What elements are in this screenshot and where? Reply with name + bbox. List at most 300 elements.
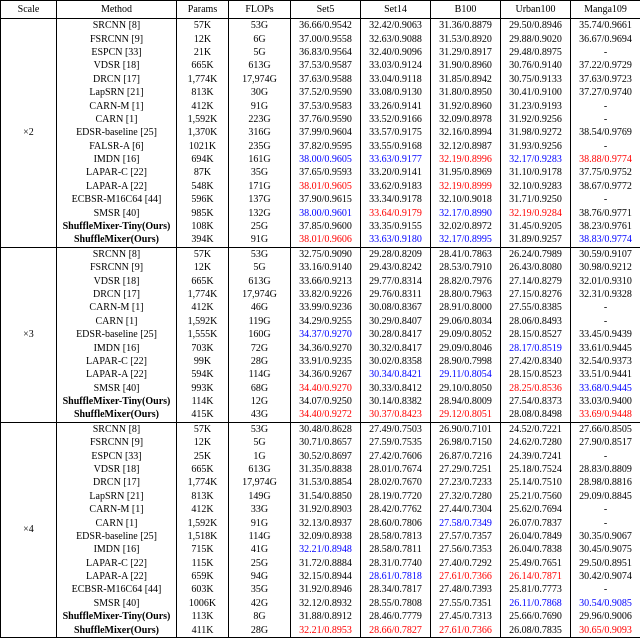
table-row bbox=[1, 422, 640, 436]
result-cell-urban100: 25.14/0.7510 bbox=[501, 476, 571, 489]
result-cell-b100: 27.56/0.7353 bbox=[431, 543, 501, 556]
scale-label: ×4 bbox=[1, 422, 57, 637]
result-cell-set14: 28.66/0.7827 bbox=[361, 623, 431, 637]
result-cell-set14: 29.77/0.8314 bbox=[361, 274, 431, 287]
result-cell-manga109: - bbox=[571, 193, 640, 206]
result-cell-set5: 34.36/0.9270 bbox=[291, 341, 361, 354]
method-cell: CARN [1] bbox=[57, 113, 177, 126]
params-cell: 57K bbox=[177, 247, 229, 261]
method-cell: ShuffleMixer-Tiny(Ours) bbox=[57, 610, 177, 623]
result-cell-urban100: 31.92/0.9256 bbox=[501, 113, 571, 126]
result-cell-b100: 32.17/0.8995 bbox=[431, 233, 501, 247]
flops-cell: 160G bbox=[229, 328, 291, 341]
result-cell-b100: 32.19/0.8996 bbox=[431, 153, 501, 166]
result-cell-urban100: 26.08/0.7835 bbox=[501, 623, 571, 637]
result-cell-set5: 36.83/0.9564 bbox=[291, 46, 361, 59]
method-cell: SMSR [40] bbox=[57, 206, 177, 219]
result-cell-manga109: 29.96/0.9006 bbox=[571, 610, 640, 623]
result-cell-set14: 30.14/0.8382 bbox=[361, 395, 431, 408]
result-cell-urban100: 30.75/0.9133 bbox=[501, 73, 571, 86]
result-cell-b100: 32.10/0.9018 bbox=[431, 193, 501, 206]
result-cell-set5: 31.92/0.8946 bbox=[291, 583, 361, 596]
result-cell-urban100: 32.19/0.9284 bbox=[501, 206, 571, 219]
result-cell-urban100: 26.04/0.7849 bbox=[501, 530, 571, 543]
result-cell-set5: 37.00/0.9558 bbox=[291, 32, 361, 45]
result-cell-set14: 28.46/0.7779 bbox=[361, 610, 431, 623]
flops-cell: 5G bbox=[229, 46, 291, 59]
result-cell-set14: 28.61/0.7818 bbox=[361, 570, 431, 583]
result-cell-b100: 27.23/0.7233 bbox=[431, 476, 501, 489]
result-cell-manga109: 28.98/0.8816 bbox=[571, 476, 640, 489]
result-cell-b100: 26.98/0.7150 bbox=[431, 436, 501, 449]
result-cell-urban100: 26.43/0.8080 bbox=[501, 261, 571, 274]
result-cell-urban100: 26.04/0.7838 bbox=[501, 543, 571, 556]
table-row bbox=[1, 59, 640, 72]
method-cell: LapSRN [21] bbox=[57, 490, 177, 503]
result-cell-set5: 31.53/0.8854 bbox=[291, 476, 361, 489]
table-row bbox=[1, 220, 640, 233]
result-cell-set5: 38.00/0.9601 bbox=[291, 206, 361, 219]
table-row bbox=[1, 73, 640, 86]
result-cell-set5: 37.90/0.9615 bbox=[291, 193, 361, 206]
table-row bbox=[1, 206, 640, 219]
result-cell-set14: 33.34/0.9178 bbox=[361, 193, 431, 206]
method-cell: ShuffleMixer-Tiny(Ours) bbox=[57, 395, 177, 408]
table-row bbox=[1, 328, 640, 341]
result-cell-urban100: 29.88/0.9020 bbox=[501, 32, 571, 45]
table-row bbox=[1, 355, 640, 368]
result-cell-set14: 30.37/0.8423 bbox=[361, 408, 431, 422]
method-cell: LAPAR-C [22] bbox=[57, 355, 177, 368]
result-cell-manga109: 30.54/0.9085 bbox=[571, 597, 640, 610]
result-cell-urban100: 26.11/0.7868 bbox=[501, 597, 571, 610]
result-cell-set5: 31.88/0.8912 bbox=[291, 610, 361, 623]
method-cell: VDSR [18] bbox=[57, 274, 177, 287]
flops-cell: 35G bbox=[229, 166, 291, 179]
result-cell-manga109: 33.69/0.9448 bbox=[571, 408, 640, 422]
result-cell-b100: 27.58/0.7349 bbox=[431, 516, 501, 529]
method-cell: LAPAR-A [22] bbox=[57, 368, 177, 381]
result-cell-manga109: 30.98/0.9212 bbox=[571, 261, 640, 274]
result-cell-b100: 27.48/0.7393 bbox=[431, 583, 501, 596]
column-header-manga109: Manga109 bbox=[571, 1, 640, 19]
result-cell-urban100: 25.66/0.7690 bbox=[501, 610, 571, 623]
result-cell-set14: 28.58/0.7813 bbox=[361, 530, 431, 543]
flops-cell: 6G bbox=[229, 32, 291, 45]
flops-cell: 91G bbox=[229, 99, 291, 112]
flops-cell: 25G bbox=[229, 557, 291, 570]
result-cell-urban100: 24.52/0.7221 bbox=[501, 422, 571, 436]
result-cell-manga109: 30.42/0.9074 bbox=[571, 570, 640, 583]
result-cell-set14: 33.04/0.9118 bbox=[361, 73, 431, 86]
result-cell-manga109: 38.23/0.9761 bbox=[571, 220, 640, 233]
method-cell: FSRCNN [9] bbox=[57, 32, 177, 45]
result-cell-manga109: - bbox=[571, 301, 640, 314]
params-cell: 415K bbox=[177, 408, 229, 422]
params-cell: 703K bbox=[177, 341, 229, 354]
column-header-urban100: Urban100 bbox=[501, 1, 571, 19]
params-cell: 813K bbox=[177, 490, 229, 503]
flops-cell: 72G bbox=[229, 341, 291, 354]
flops-cell: 171G bbox=[229, 180, 291, 193]
result-cell-set14: 30.08/0.8367 bbox=[361, 301, 431, 314]
result-cell-b100: 27.55/0.7351 bbox=[431, 597, 501, 610]
result-cell-set14: 28.55/0.7808 bbox=[361, 597, 431, 610]
flops-cell: 43G bbox=[229, 408, 291, 422]
table-row bbox=[1, 247, 640, 261]
result-cell-manga109: 38.54/0.9769 bbox=[571, 126, 640, 139]
table-body bbox=[1, 19, 640, 638]
params-cell: 412K bbox=[177, 301, 229, 314]
params-cell: 1,555K bbox=[177, 328, 229, 341]
table-row bbox=[1, 99, 640, 112]
result-cell-manga109: 33.45/0.9439 bbox=[571, 328, 640, 341]
table-row bbox=[1, 288, 640, 301]
result-cell-manga109: - bbox=[571, 450, 640, 463]
result-cell-set14: 33.26/0.9141 bbox=[361, 99, 431, 112]
table-row bbox=[1, 381, 640, 394]
result-cell-b100: 31.53/0.8920 bbox=[431, 32, 501, 45]
result-cell-set5: 33.16/0.9140 bbox=[291, 261, 361, 274]
result-cell-urban100: 31.45/0.9205 bbox=[501, 220, 571, 233]
result-cell-set5: 34.37/0.9270 bbox=[291, 328, 361, 341]
result-cell-set5: 38.00/0.9605 bbox=[291, 153, 361, 166]
result-cell-manga109: 27.90/0.8517 bbox=[571, 436, 640, 449]
result-cell-b100: 32.02/0.8972 bbox=[431, 220, 501, 233]
result-cell-b100: 31.90/0.8960 bbox=[431, 59, 501, 72]
table-row bbox=[1, 368, 640, 381]
result-cell-set5: 30.71/0.8657 bbox=[291, 436, 361, 449]
params-cell: 665K bbox=[177, 274, 229, 287]
result-cell-urban100: 25.62/0.7694 bbox=[501, 503, 571, 516]
flops-cell: 5G bbox=[229, 436, 291, 449]
result-cell-set5: 34.07/0.9250 bbox=[291, 395, 361, 408]
result-cell-set14: 30.28/0.8417 bbox=[361, 328, 431, 341]
method-cell: DRCN [17] bbox=[57, 476, 177, 489]
result-cell-set14: 32.40/0.9096 bbox=[361, 46, 431, 59]
result-cell-b100: 27.32/0.7280 bbox=[431, 490, 501, 503]
table-row bbox=[1, 623, 640, 637]
params-cell: 659K bbox=[177, 570, 229, 583]
method-cell: ShuffleMixer(Ours) bbox=[57, 408, 177, 422]
result-cell-manga109: 29.09/0.8845 bbox=[571, 490, 640, 503]
result-cell-manga109: 38.67/0.9772 bbox=[571, 180, 640, 193]
result-cell-manga109: - bbox=[571, 315, 640, 328]
table-row bbox=[1, 153, 640, 166]
flops-cell: 132G bbox=[229, 206, 291, 219]
result-cell-manga109: 28.83/0.8809 bbox=[571, 463, 640, 476]
flops-cell: 613G bbox=[229, 274, 291, 287]
result-cell-manga109: 37.22/0.9729 bbox=[571, 59, 640, 72]
result-cell-set5: 37.53/0.9587 bbox=[291, 59, 361, 72]
table-row bbox=[1, 543, 640, 556]
result-cell-set5: 32.09/0.8938 bbox=[291, 530, 361, 543]
result-cell-manga109: - bbox=[571, 503, 640, 516]
flops-cell: 33G bbox=[229, 503, 291, 516]
flops-cell: 161G bbox=[229, 153, 291, 166]
params-cell: 985K bbox=[177, 206, 229, 219]
result-cell-b100: 32.09/0.8978 bbox=[431, 113, 501, 126]
result-cell-urban100: 28.25/0.8536 bbox=[501, 381, 571, 394]
result-cell-set14: 33.03/0.9124 bbox=[361, 59, 431, 72]
flops-cell: 223G bbox=[229, 113, 291, 126]
result-cell-set5: 32.12/0.8932 bbox=[291, 597, 361, 610]
method-cell: SRCNN [8] bbox=[57, 422, 177, 436]
result-cell-manga109: 38.88/0.9774 bbox=[571, 153, 640, 166]
method-cell: FALSR-A [6] bbox=[57, 139, 177, 152]
table-row bbox=[1, 341, 640, 354]
result-cell-b100: 28.91/0.8000 bbox=[431, 301, 501, 314]
table-row bbox=[1, 557, 640, 570]
params-cell: 1,774K bbox=[177, 288, 229, 301]
result-cell-b100: 32.17/0.8990 bbox=[431, 206, 501, 219]
params-cell: 715K bbox=[177, 543, 229, 556]
result-cell-set14: 28.01/0.7674 bbox=[361, 463, 431, 476]
result-cell-manga109: - bbox=[571, 139, 640, 152]
flops-cell: 114G bbox=[229, 368, 291, 381]
params-cell: 12K bbox=[177, 436, 229, 449]
flops-cell: 91G bbox=[229, 516, 291, 529]
method-cell: CARN-M [1] bbox=[57, 301, 177, 314]
method-cell: LAPAR-C [22] bbox=[57, 166, 177, 179]
result-cell-set14: 27.49/0.7503 bbox=[361, 422, 431, 436]
params-cell: 1,592K bbox=[177, 516, 229, 529]
params-cell: 1021K bbox=[177, 139, 229, 152]
table-row bbox=[1, 274, 640, 287]
result-cell-set14: 30.33/0.8412 bbox=[361, 381, 431, 394]
flops-cell: 30G bbox=[229, 86, 291, 99]
result-cell-urban100: 26.07/0.7837 bbox=[501, 516, 571, 529]
result-cell-urban100: 26.14/0.7871 bbox=[501, 570, 571, 583]
table-row bbox=[1, 139, 640, 152]
result-cell-urban100: 30.41/0.9100 bbox=[501, 86, 571, 99]
result-cell-manga109: 33.61/0.9445 bbox=[571, 341, 640, 354]
params-cell: 411K bbox=[177, 623, 229, 637]
table-row bbox=[1, 233, 640, 247]
result-cell-b100: 28.94/0.8009 bbox=[431, 395, 501, 408]
method-cell: SRCNN [8] bbox=[57, 247, 177, 261]
result-cell-manga109: 30.59/0.9107 bbox=[571, 247, 640, 261]
flops-cell: 119G bbox=[229, 315, 291, 328]
result-cell-urban100: 25.81/0.7773 bbox=[501, 583, 571, 596]
flops-cell: 41G bbox=[229, 543, 291, 556]
result-cell-set5: 37.76/0.9590 bbox=[291, 113, 361, 126]
table-row bbox=[1, 315, 640, 328]
result-cell-b100: 26.90/0.7101 bbox=[431, 422, 501, 436]
table-row bbox=[1, 301, 640, 314]
result-cell-set5: 34.40/0.9270 bbox=[291, 381, 361, 394]
result-cell-urban100: 28.15/0.8523 bbox=[501, 368, 571, 381]
result-cell-urban100: 29.48/0.8975 bbox=[501, 46, 571, 59]
result-cell-urban100: 31.93/0.9256 bbox=[501, 139, 571, 152]
result-cell-set5: 37.85/0.9600 bbox=[291, 220, 361, 233]
method-cell: ECBSR-M16C64 [44] bbox=[57, 193, 177, 206]
flops-cell: 28G bbox=[229, 623, 291, 637]
result-cell-set14: 29.76/0.8311 bbox=[361, 288, 431, 301]
flops-cell: 12G bbox=[229, 395, 291, 408]
method-cell: ShuffleMixer(Ours) bbox=[57, 623, 177, 637]
method-cell: EDSR-baseline [25] bbox=[57, 328, 177, 341]
result-cell-set5: 31.54/0.8850 bbox=[291, 490, 361, 503]
result-cell-manga109: - bbox=[571, 516, 640, 529]
result-cell-manga109: 30.65/0.9093 bbox=[571, 623, 640, 637]
result-cell-manga109: 33.51/0.9441 bbox=[571, 368, 640, 381]
result-cell-b100: 28.90/0.7998 bbox=[431, 355, 501, 368]
result-cell-b100: 28.82/0.7976 bbox=[431, 274, 501, 287]
result-cell-set14: 30.34/0.8421 bbox=[361, 368, 431, 381]
method-cell: VDSR [18] bbox=[57, 59, 177, 72]
params-cell: 57K bbox=[177, 19, 229, 33]
params-cell: 694K bbox=[177, 153, 229, 166]
result-cell-manga109: 38.76/0.9771 bbox=[571, 206, 640, 219]
method-cell: VDSR [18] bbox=[57, 463, 177, 476]
method-cell: ShuffleMixer-Tiny(Ours) bbox=[57, 220, 177, 233]
flops-cell: 149G bbox=[229, 490, 291, 503]
result-cell-manga109: 37.63/0.9723 bbox=[571, 73, 640, 86]
flops-cell: 25G bbox=[229, 220, 291, 233]
result-cell-set5: 38.01/0.9605 bbox=[291, 180, 361, 193]
params-cell: 596K bbox=[177, 193, 229, 206]
result-cell-manga109: 36.67/0.9694 bbox=[571, 32, 640, 45]
method-cell: ESPCN [33] bbox=[57, 450, 177, 463]
result-cell-set5: 31.72/0.8884 bbox=[291, 557, 361, 570]
method-cell: LAPAR-A [22] bbox=[57, 570, 177, 583]
result-cell-set5: 36.66/0.9542 bbox=[291, 19, 361, 33]
params-cell: 1,370K bbox=[177, 126, 229, 139]
result-cell-set14: 28.58/0.7811 bbox=[361, 543, 431, 556]
flops-cell: 5G bbox=[229, 261, 291, 274]
params-cell: 115K bbox=[177, 557, 229, 570]
result-cell-manga109: 30.45/0.9075 bbox=[571, 543, 640, 556]
flops-cell: 8G bbox=[229, 610, 291, 623]
table-row bbox=[1, 530, 640, 543]
flops-cell: 68G bbox=[229, 381, 291, 394]
result-cell-set5: 32.21/0.8953 bbox=[291, 623, 361, 637]
method-cell: IMDN [16] bbox=[57, 543, 177, 556]
params-cell: 665K bbox=[177, 59, 229, 72]
result-cell-manga109: 32.31/0.9328 bbox=[571, 288, 640, 301]
result-cell-b100: 27.44/0.7304 bbox=[431, 503, 501, 516]
method-cell: LAPAR-A [22] bbox=[57, 180, 177, 193]
result-cell-set14: 28.60/0.7806 bbox=[361, 516, 431, 529]
result-cell-manga109: - bbox=[571, 583, 640, 596]
result-cell-urban100: 27.42/0.8340 bbox=[501, 355, 571, 368]
result-cell-set5: 37.63/0.9588 bbox=[291, 73, 361, 86]
column-header-set5: Set5 bbox=[291, 1, 361, 19]
method-cell: FSRCNN [9] bbox=[57, 436, 177, 449]
result-cell-set5: 32.13/0.8937 bbox=[291, 516, 361, 529]
result-cell-manga109: 37.27/0.9740 bbox=[571, 86, 640, 99]
result-cell-set5: 31.35/0.8838 bbox=[291, 463, 361, 476]
method-cell: ECBSR-M16C64 [44] bbox=[57, 583, 177, 596]
table-row bbox=[1, 490, 640, 503]
result-cell-set5: 37.65/0.9593 bbox=[291, 166, 361, 179]
flops-cell: 613G bbox=[229, 59, 291, 72]
result-cell-urban100: 28.08/0.8498 bbox=[501, 408, 571, 422]
result-cell-urban100: 32.17/0.9283 bbox=[501, 153, 571, 166]
result-cell-set5: 34.29/0.9255 bbox=[291, 315, 361, 328]
table-row bbox=[1, 193, 640, 206]
result-cell-b100: 31.36/0.8879 bbox=[431, 19, 501, 33]
result-cell-b100: 31.80/0.8950 bbox=[431, 86, 501, 99]
flops-cell: 17,974G bbox=[229, 288, 291, 301]
result-cell-b100: 31.85/0.8942 bbox=[431, 73, 501, 86]
result-cell-urban100: 24.62/0.7280 bbox=[501, 436, 571, 449]
result-cell-set5: 37.99/0.9604 bbox=[291, 126, 361, 139]
result-cell-b100: 32.16/0.8994 bbox=[431, 126, 501, 139]
flops-cell: 1G bbox=[229, 450, 291, 463]
flops-cell: 53G bbox=[229, 247, 291, 261]
result-cell-set5: 33.82/0.9226 bbox=[291, 288, 361, 301]
result-cell-b100: 27.40/0.7292 bbox=[431, 557, 501, 570]
method-cell: SMSR [40] bbox=[57, 381, 177, 394]
result-cell-b100: 27.45/0.7313 bbox=[431, 610, 501, 623]
result-cell-manga109: - bbox=[571, 46, 640, 59]
method-cell: FSRCNN [9] bbox=[57, 261, 177, 274]
params-cell: 412K bbox=[177, 99, 229, 112]
result-cell-set14: 33.64/0.9179 bbox=[361, 206, 431, 219]
method-cell: CARN-M [1] bbox=[57, 503, 177, 516]
result-cell-set14: 33.52/0.9166 bbox=[361, 113, 431, 126]
result-cell-set14: 32.63/0.9088 bbox=[361, 32, 431, 45]
result-cell-set5: 37.52/0.9590 bbox=[291, 86, 361, 99]
result-cell-urban100: 31.71/0.9250 bbox=[501, 193, 571, 206]
params-cell: 57K bbox=[177, 422, 229, 436]
table-row bbox=[1, 113, 640, 126]
table-row bbox=[1, 610, 640, 623]
result-cell-set14: 33.62/0.9183 bbox=[361, 180, 431, 193]
method-cell: CARN [1] bbox=[57, 516, 177, 529]
result-cell-set5: 37.53/0.9583 bbox=[291, 99, 361, 112]
result-cell-b100: 27.29/0.7251 bbox=[431, 463, 501, 476]
result-cell-set14: 28.42/0.7762 bbox=[361, 503, 431, 516]
result-cell-set14: 33.35/0.9155 bbox=[361, 220, 431, 233]
method-cell: IMDN [16] bbox=[57, 341, 177, 354]
result-cell-urban100: 24.39/0.7241 bbox=[501, 450, 571, 463]
result-cell-manga109: 29.50/0.8951 bbox=[571, 557, 640, 570]
result-cell-set5: 34.40/0.9272 bbox=[291, 408, 361, 422]
flops-cell: 316G bbox=[229, 126, 291, 139]
result-cell-manga109: 35.74/0.9661 bbox=[571, 19, 640, 33]
params-cell: 108K bbox=[177, 220, 229, 233]
method-cell: SRCNN [8] bbox=[57, 19, 177, 33]
result-cell-urban100: 28.17/0.8519 bbox=[501, 341, 571, 354]
result-cell-set5: 37.82/0.9595 bbox=[291, 139, 361, 152]
result-cell-urban100: 27.55/0.8385 bbox=[501, 301, 571, 314]
result-cell-urban100: 26.24/0.7989 bbox=[501, 247, 571, 261]
flops-cell: 28G bbox=[229, 355, 291, 368]
flops-cell: 114G bbox=[229, 530, 291, 543]
params-cell: 603K bbox=[177, 583, 229, 596]
result-cell-set14: 28.02/0.7670 bbox=[361, 476, 431, 489]
table-row bbox=[1, 395, 640, 408]
method-cell: EDSR-baseline [25] bbox=[57, 126, 177, 139]
table-row bbox=[1, 516, 640, 529]
result-cell-manga109: - bbox=[571, 99, 640, 112]
result-cell-urban100: 25.49/0.7651 bbox=[501, 557, 571, 570]
method-cell: ESPCN [33] bbox=[57, 46, 177, 59]
method-cell: SMSR [40] bbox=[57, 597, 177, 610]
result-cell-manga109: 37.75/0.9752 bbox=[571, 166, 640, 179]
result-cell-b100: 31.29/0.8917 bbox=[431, 46, 501, 59]
result-cell-b100: 27.61/0.7366 bbox=[431, 623, 501, 637]
params-cell: 1,592K bbox=[177, 315, 229, 328]
result-cell-set5: 30.52/0.8697 bbox=[291, 450, 361, 463]
params-cell: 813K bbox=[177, 86, 229, 99]
flops-cell: 17,974G bbox=[229, 476, 291, 489]
result-cell-urban100: 31.89/0.9257 bbox=[501, 233, 571, 247]
flops-cell: 137G bbox=[229, 193, 291, 206]
